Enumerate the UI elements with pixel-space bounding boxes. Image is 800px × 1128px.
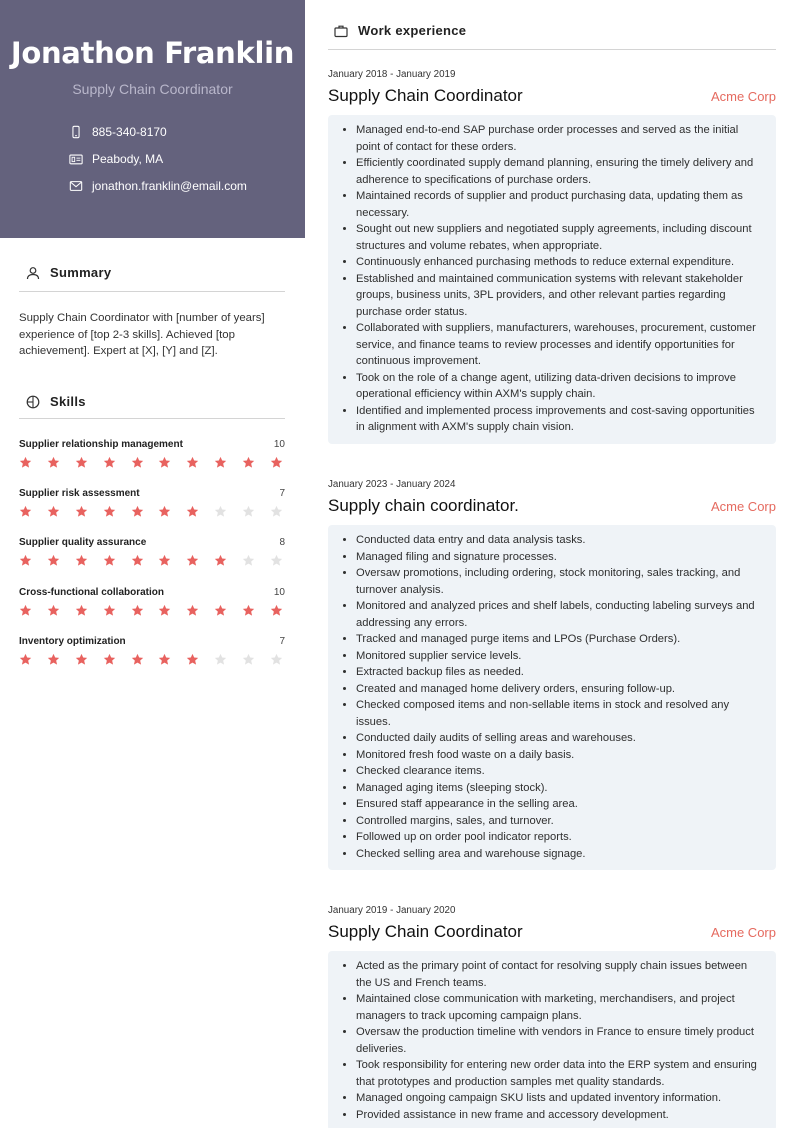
- job-role: Supply chain coordinator.: [328, 496, 519, 515]
- work-experience-heading-text: Work experience: [358, 23, 467, 38]
- star-icon: [19, 456, 32, 469]
- email-text[interactable]: jonathon.franklin@email.com: [92, 179, 247, 193]
- candidate-title: Supply Chain Coordinator: [72, 81, 233, 97]
- job-dates: January 2019 - January 2020: [328, 905, 456, 916]
- star-icon: [103, 653, 116, 666]
- skill-rating: 8: [279, 537, 285, 548]
- job-company: Acme Corp: [710, 925, 776, 940]
- star-icon: [131, 653, 144, 666]
- candidate-name: Jonathon Franklin: [10, 36, 295, 70]
- location-icon: [68, 152, 84, 166]
- job-bullet: • Monitored fresh food waste on a daily basis.: [356, 747, 764, 764]
- work-experience-heading: [334, 23, 466, 38]
- star-icon: [75, 505, 88, 518]
- job-bullet: • Conducted daily audits of selling areas and warehouses.: [356, 730, 764, 747]
- skill-item: [19, 488, 285, 518]
- email-icon: [68, 179, 84, 193]
- job-company: Acme Corp: [710, 499, 776, 514]
- star-icon: [186, 653, 199, 666]
- skills-icon: [26, 395, 40, 409]
- star-icon: [47, 653, 60, 666]
- job-bullet: • Ensured staff appearance in the selling area.: [356, 796, 764, 813]
- job-bullet: • Oversaw promotions, including ordering, stock monitoring, sales tracking, and turnover analysis.: [356, 565, 764, 598]
- briefcase-icon: [334, 24, 348, 38]
- job-bullet: • Identified and implemented process improvements and cost-saving opportunities in alignment with AXM's supply chain vision.: [356, 403, 764, 436]
- summary-heading-text: Summary: [50, 265, 112, 280]
- star-icon: [214, 554, 227, 567]
- job-bullet: • Oversaw the production timeline with vendors in France to ensure timely product deliveries.: [356, 1024, 764, 1057]
- star-icon: [47, 456, 60, 469]
- skill-rating: 10: [273, 587, 285, 598]
- skills-heading-text: Skills: [50, 394, 86, 409]
- job-bullet: • Tracked and managed purge items and LPOs (Purchase Orders).: [356, 631, 764, 648]
- star-icon: [19, 604, 32, 617]
- skill-name: Supplier relationship management: [19, 439, 183, 450]
- contact-phone: [68, 125, 167, 139]
- skill-rating: 10: [273, 439, 285, 450]
- star-icon: [103, 554, 116, 567]
- skill-name: Supplier quality assurance: [19, 537, 147, 548]
- left-column: [0, 0, 305, 1128]
- star-icon: [214, 456, 227, 469]
- job-bullet: • Collaborated with suppliers, manufacturers, warehouses, procurement, customer service, and finance teams to review processes and identify opportunities for continuous improvement.: [356, 320, 764, 370]
- job-bullet: • Provided assistance in new frame and accessory development.: [356, 1107, 764, 1124]
- skill-stars: [19, 456, 285, 469]
- job-bullet: • Monitored supplier service levels.: [356, 648, 764, 665]
- star-icon: [47, 554, 60, 567]
- star-icon: [158, 554, 171, 567]
- job-bullet: • Managed filing and signature processes.: [356, 549, 764, 566]
- summary-heading: [26, 265, 111, 280]
- star-icon: [103, 456, 116, 469]
- star-icon: [131, 604, 144, 617]
- person-icon: [26, 266, 40, 280]
- job-entry: [328, 69, 776, 444]
- job-bullet: • Conducted data entry and data analysis tasks.: [356, 532, 764, 549]
- star-icon: [214, 653, 227, 666]
- star-icon: [103, 505, 116, 518]
- job-bullet: • Established and maintained communication systems with relevant stakeholder groups, business units, 3PL providers, and other relevant parties regarding purchase order status.: [356, 271, 764, 321]
- job-bullet: • Followed up on order pool indicator reports.: [356, 829, 764, 846]
- star-icon: [158, 456, 171, 469]
- work-experience-divider: [328, 49, 776, 50]
- job-role: Supply Chain Coordinator: [328, 922, 523, 941]
- job-bullet: • Took responsibility for entering new order data into the ERP system and ensuring that prototypes and production samples met quality standards.: [356, 1057, 764, 1090]
- star-icon: [19, 554, 32, 567]
- skill-stars: [19, 554, 285, 567]
- skill-name: Inventory optimization: [19, 636, 126, 647]
- star-icon: [75, 456, 88, 469]
- job-bullet: • Efficiently coordinated supply demand planning, ensuring the timely delivery and adherence to specifications of purchase orders.: [356, 155, 764, 188]
- job-entry: [328, 905, 776, 1128]
- star-icon: [103, 604, 116, 617]
- job-bullet: • Managed ongoing campaign SKU lists and updated inventory information.: [356, 1090, 764, 1107]
- job-bullet: • Acted as the primary point of contact for resolving supply chain issues between the US and French teams.: [356, 958, 764, 991]
- job-bullet: • Sought out new suppliers and negotiated supply agreements, including discount structures and volume rebates, when appropriate.: [356, 221, 764, 254]
- location-text: Peabody, MA: [92, 152, 164, 166]
- job-entry: [328, 479, 776, 870]
- job-bullet: • Controlled margins, sales, and turnover.: [356, 813, 764, 830]
- skill-stars: [19, 653, 285, 666]
- skill-item: [19, 587, 285, 617]
- skill-name: Cross-functional collaboration: [19, 587, 165, 598]
- job-dates: January 2018 - January 2019: [328, 69, 456, 80]
- star-icon: [270, 456, 283, 469]
- summary-text: Supply Chain Coordinator with [number of years] experience of [top 2-3 skills]. Achieved [top achievement]. Expert at [X], [Y] and [Z].: [19, 312, 265, 358]
- job-bullet: • Continuously enhanced purchasing methods to reduce external expenditure.: [356, 254, 764, 271]
- job-bullet: • Monitored and analyzed prices and shelf labels, conducting labeling surveys and addressing any errors.: [356, 598, 764, 631]
- job-role: Supply Chain Coordinator: [328, 86, 523, 105]
- star-icon: [186, 604, 199, 617]
- star-icon: [242, 604, 255, 617]
- star-icon: [270, 604, 283, 617]
- skill-name: Supplier risk assessment: [19, 488, 140, 499]
- job-bullet: • Managed aging items (sleeping stock).: [356, 780, 764, 797]
- star-icon: [242, 653, 255, 666]
- star-icon: [19, 505, 32, 518]
- job-dates: January 2023 - January 2024: [328, 479, 456, 490]
- star-icon: [270, 554, 283, 567]
- skills-heading: [26, 394, 86, 409]
- star-icon: [158, 505, 171, 518]
- job-bullet: • Took on the role of a change agent, utilizing data-driven decisions to improve operational efficiency within AXM's supply chain.: [356, 370, 764, 403]
- star-icon: [131, 456, 144, 469]
- star-icon: [158, 653, 171, 666]
- star-icon: [242, 554, 255, 567]
- star-icon: [270, 653, 283, 666]
- skill-item: [19, 439, 285, 469]
- job-bullet: • Extracted backup files as needed.: [356, 664, 764, 681]
- star-icon: [242, 456, 255, 469]
- job-bullet: • Created and managed home delivery orders, ensuring follow-up.: [356, 681, 764, 698]
- star-icon: [270, 505, 283, 518]
- star-icon: [186, 456, 199, 469]
- star-icon: [131, 554, 144, 567]
- phone-icon: [68, 125, 84, 139]
- star-icon: [75, 604, 88, 617]
- profile-header: [0, 0, 305, 238]
- job-bullet: • Managed end-to-end SAP purchase order processes and served as the initial point of contact for these orders.: [356, 122, 764, 155]
- contact-email[interactable]: [68, 179, 247, 193]
- star-icon: [47, 505, 60, 518]
- skill-stars: [19, 604, 285, 617]
- contact-location: [68, 152, 163, 166]
- skill-item: [19, 636, 285, 666]
- phone-text: 885-340-8170: [92, 125, 167, 139]
- skill-rating: 7: [279, 488, 285, 499]
- job-company: Acme Corp: [710, 89, 776, 104]
- star-icon: [158, 604, 171, 617]
- star-icon: [186, 554, 199, 567]
- job-bullets: [328, 525, 776, 870]
- job-bullet: • Maintained close communication with marketing, merchandisers, and project managers to track upcoming campaign plans.: [356, 991, 764, 1024]
- skill-item: [19, 537, 285, 567]
- star-icon: [186, 505, 199, 518]
- skill-stars: [19, 505, 285, 518]
- star-icon: [75, 554, 88, 567]
- skills-divider: [19, 418, 285, 419]
- job-bullets: [328, 115, 776, 444]
- star-icon: [131, 505, 144, 518]
- star-icon: [47, 604, 60, 617]
- summary-divider: [19, 291, 285, 292]
- job-bullet: • Checked selling area and warehouse signage.: [356, 846, 764, 863]
- job-bullet: • Checked clearance items.: [356, 763, 764, 780]
- job-bullet: • Maintained records of supplier and product purchasing data, updating them as necessary.: [356, 188, 764, 221]
- star-icon: [242, 505, 255, 518]
- star-icon: [19, 653, 32, 666]
- star-icon: [214, 604, 227, 617]
- job-bullet: • Checked composed items and non-sellable items in stock and resolved any issues.: [356, 697, 764, 730]
- job-bullets: [328, 951, 776, 1128]
- skill-rating: 7: [279, 636, 285, 647]
- star-icon: [75, 653, 88, 666]
- star-icon: [214, 505, 227, 518]
